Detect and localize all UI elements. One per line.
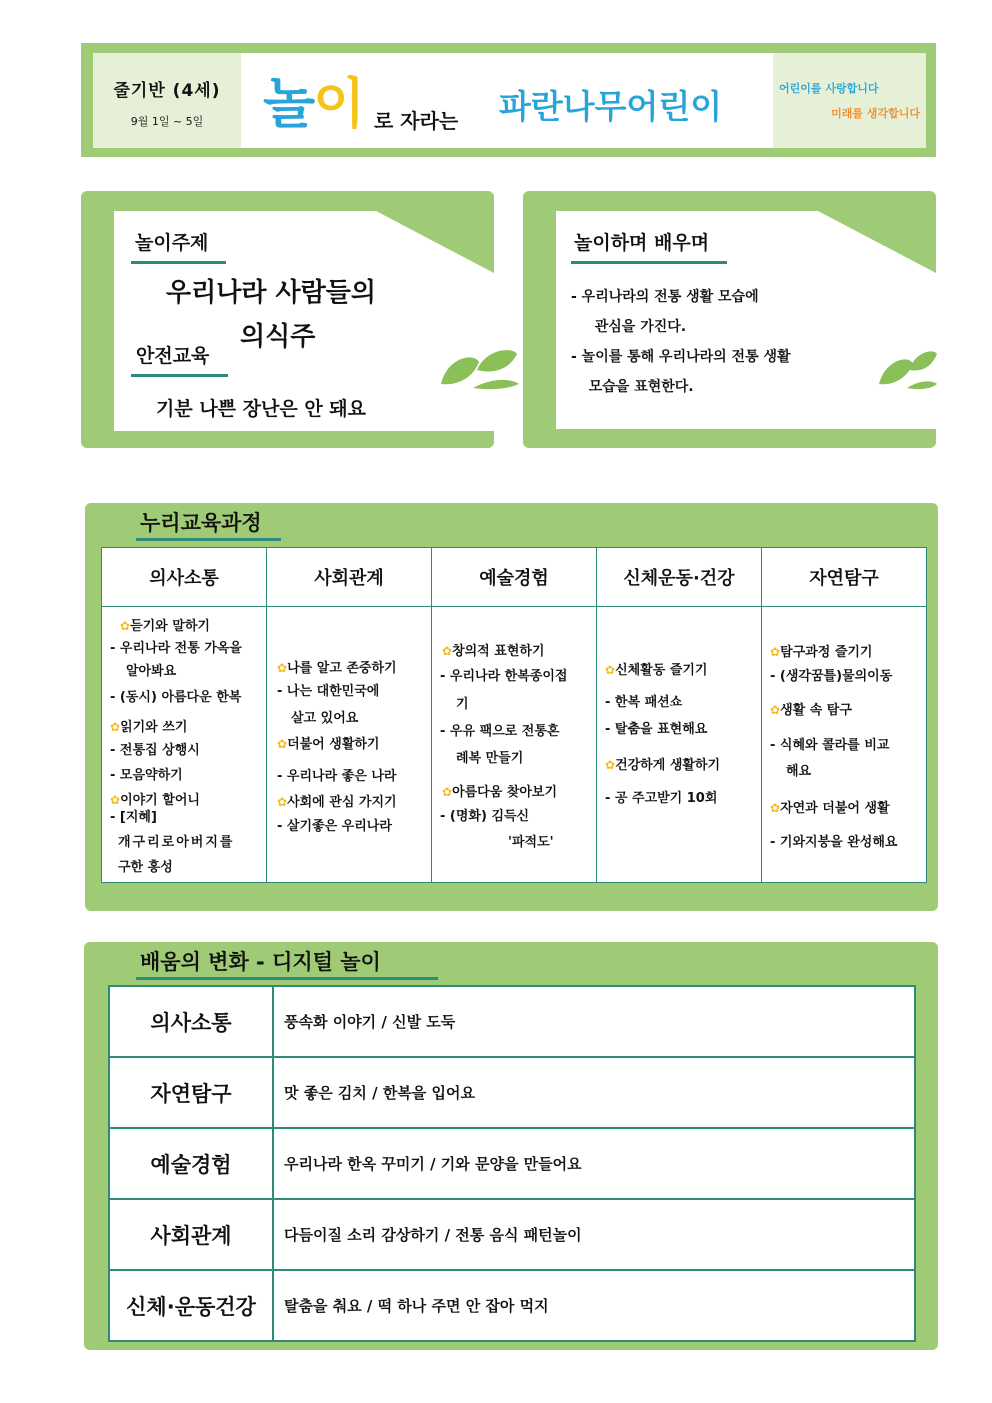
slogan-1: 어린이를 사랑합니다 xyxy=(779,82,879,95)
theme-title: 놀이주제 xyxy=(135,232,209,254)
list-item: ✿건강하게 생활하기 xyxy=(605,758,721,773)
nuri-header: 사회관계 xyxy=(267,548,432,607)
list-item: ✿듣기와 말하기 xyxy=(120,619,210,634)
flower-icon: ✿ xyxy=(277,737,288,751)
list-item: - 우리나라 한복종이접 xyxy=(440,669,568,684)
logo-suffix: 로 자라는 xyxy=(374,109,459,133)
digital-area: 사회관계 xyxy=(109,1199,273,1270)
nuri-cell-communication xyxy=(102,607,267,883)
list-item: 례복 만들기 xyxy=(456,751,524,766)
flower-icon: ✿ xyxy=(277,661,288,675)
list-item: '파적도' xyxy=(508,835,554,850)
digital-content: 다듬이질 소리 감상하기 / 전통 음식 패턴놀이 xyxy=(273,1199,915,1270)
flower-icon: ✿ xyxy=(605,758,616,772)
class-info xyxy=(93,53,241,148)
digital-area: 의사소통 xyxy=(109,986,273,1057)
nuri-cell-nature xyxy=(762,607,927,883)
nuri-cell-social xyxy=(267,607,432,883)
flower-icon: ✿ xyxy=(442,785,453,799)
list-item: - 우리나라 전통 가옥을 xyxy=(110,641,242,656)
slogan-2: 미래를 생각합니다 xyxy=(831,107,920,120)
digital-area: 예술경험 xyxy=(109,1128,273,1199)
learn-line: - 놀이를 통해 우리나라의 전통 생활 xyxy=(571,349,791,365)
list-item: - 식혜와 콜라를 비교 xyxy=(770,738,890,753)
safety-title-underline xyxy=(131,374,228,377)
list-item: ✿아름다움 찾아보기 xyxy=(442,785,558,800)
nuri-table xyxy=(101,547,927,883)
leaf-icon xyxy=(873,344,939,390)
list-item: 살고 있어요 xyxy=(291,711,359,726)
list-item: ✿읽기와 쓰기 xyxy=(110,720,188,735)
table-row xyxy=(109,986,915,1057)
list-item: 해요 xyxy=(786,764,812,779)
list-item: - (생각꿈틀)물의이동 xyxy=(770,669,893,684)
digital-title: 배움의 변화 - 디지털 놀이 xyxy=(140,950,381,974)
nuri-header: 신체운동·건강 xyxy=(597,548,762,607)
learn-list xyxy=(571,282,791,402)
list-item: ✿신체활동 즐기기 xyxy=(605,663,708,678)
table-row xyxy=(109,1270,915,1341)
nuri-header: 자연탐구 xyxy=(762,548,927,607)
list-item: - 우유 팩으로 전통혼 xyxy=(440,724,560,739)
logo-play-word: 놀이 xyxy=(263,72,364,135)
digital-content: 풍속화 이야기 / 신발 도둑 xyxy=(273,986,915,1057)
learn-line: - 우리나라의 전통 생활 모습에 xyxy=(571,289,759,305)
theme-line-1: 우리나라 사람들의 xyxy=(166,278,376,308)
flower-icon: ✿ xyxy=(770,703,781,717)
digital-content: 우리나라 한옥 꾸미기 / 기와 문양을 만들어요 xyxy=(273,1128,915,1199)
table-row xyxy=(109,1199,915,1270)
table-row xyxy=(109,1128,915,1199)
digital-table xyxy=(108,985,916,1342)
learn-line: 모습을 표현한다. xyxy=(579,379,694,395)
list-item: ✿탐구과정 즐기기 xyxy=(770,645,873,660)
list-item: - (동시) 아름다운 한복 xyxy=(110,690,242,705)
list-item: ✿창의적 표현하기 xyxy=(442,644,545,659)
list-item: ✿더불어 생활하기 xyxy=(277,737,380,752)
flower-icon: ✿ xyxy=(110,720,121,734)
digital-content: 맛 좋은 김치 / 한복을 입어요 xyxy=(273,1057,915,1128)
list-item: 기 xyxy=(456,697,469,712)
theme-line-2: 의식주 xyxy=(240,322,316,352)
flower-icon: ✿ xyxy=(110,793,121,807)
flower-icon: ✿ xyxy=(770,645,781,659)
digital-title-underline xyxy=(136,977,438,980)
flower-icon: ✿ xyxy=(120,619,131,633)
digital-content: 탈춤을 춰요 / 떡 하나 주면 안 잡아 먹지 xyxy=(273,1270,915,1341)
school-name: 파란나무어린이 xyxy=(499,87,723,126)
table-row xyxy=(109,1057,915,1128)
list-item: 구한 홍성 xyxy=(118,860,173,875)
flower-icon: ✿ xyxy=(442,644,453,658)
list-item: ✿사회에 관심 가지기 xyxy=(277,795,397,810)
nuri-cell-physical xyxy=(597,607,762,883)
list-item: 알아봐요 xyxy=(126,664,177,679)
header-banner xyxy=(81,43,936,157)
flower-icon: ✿ xyxy=(770,801,781,815)
nuri-title-underline xyxy=(136,538,281,541)
slogan-area xyxy=(773,53,926,148)
list-item: - 나는 대한민국에 xyxy=(277,684,380,699)
logo-play-highlight: 이 xyxy=(313,72,364,135)
list-item: 개구리로아버지를 xyxy=(118,835,235,850)
class-name: 줄기반 (4세) xyxy=(113,81,221,101)
nuri-cell-art xyxy=(432,607,597,883)
learn-title-underline xyxy=(571,261,727,264)
list-item: - 공 주고받기 10회 xyxy=(605,791,718,806)
safety-text: 기분 나쁜 장난은 안 돼요 xyxy=(156,398,366,420)
list-item: - 탈춤을 표현해요 xyxy=(605,722,708,737)
nuri-title: 누리교육과정 xyxy=(140,511,262,535)
flower-icon: ✿ xyxy=(277,795,288,809)
date-range: 9월 1일 ~ 5일 xyxy=(130,115,204,128)
list-item: ✿나를 알고 존중하기 xyxy=(277,661,397,676)
list-item: - 살기좋은 우리나라 xyxy=(277,819,392,834)
list-item: ✿이야기 할어니 xyxy=(110,793,200,808)
list-item: - (명화) 김득신 xyxy=(440,809,530,824)
learn-title: 놀이하며 배우며 xyxy=(574,232,710,254)
list-item: ✿생활 속 탐구 xyxy=(770,703,852,718)
leaf-icon xyxy=(433,344,521,390)
learn-line: 관심을 가진다. xyxy=(585,319,687,335)
safety-title: 안전교육 xyxy=(136,345,210,367)
list-item: ✿자연과 더불어 생활 xyxy=(770,801,890,816)
list-item: - 전통집 상행시 xyxy=(110,743,200,758)
logo-area xyxy=(241,53,773,148)
list-item: - 모음약하기 xyxy=(110,768,183,783)
list-item: - 한복 패션쇼 xyxy=(605,695,683,710)
nuri-header: 예술경험 xyxy=(432,548,597,607)
list-item: - 기와지붕을 완성해요 xyxy=(770,835,898,850)
digital-area: 신체·운동건강 xyxy=(109,1270,273,1341)
list-item: - 우리나라 좋은 나라 xyxy=(277,769,397,784)
digital-area: 자연탐구 xyxy=(109,1057,273,1128)
nuri-header: 의사소통 xyxy=(102,548,267,607)
list-item: - [지혜] xyxy=(110,810,157,825)
theme-title-underline xyxy=(131,261,226,264)
flower-icon: ✿ xyxy=(605,663,616,677)
